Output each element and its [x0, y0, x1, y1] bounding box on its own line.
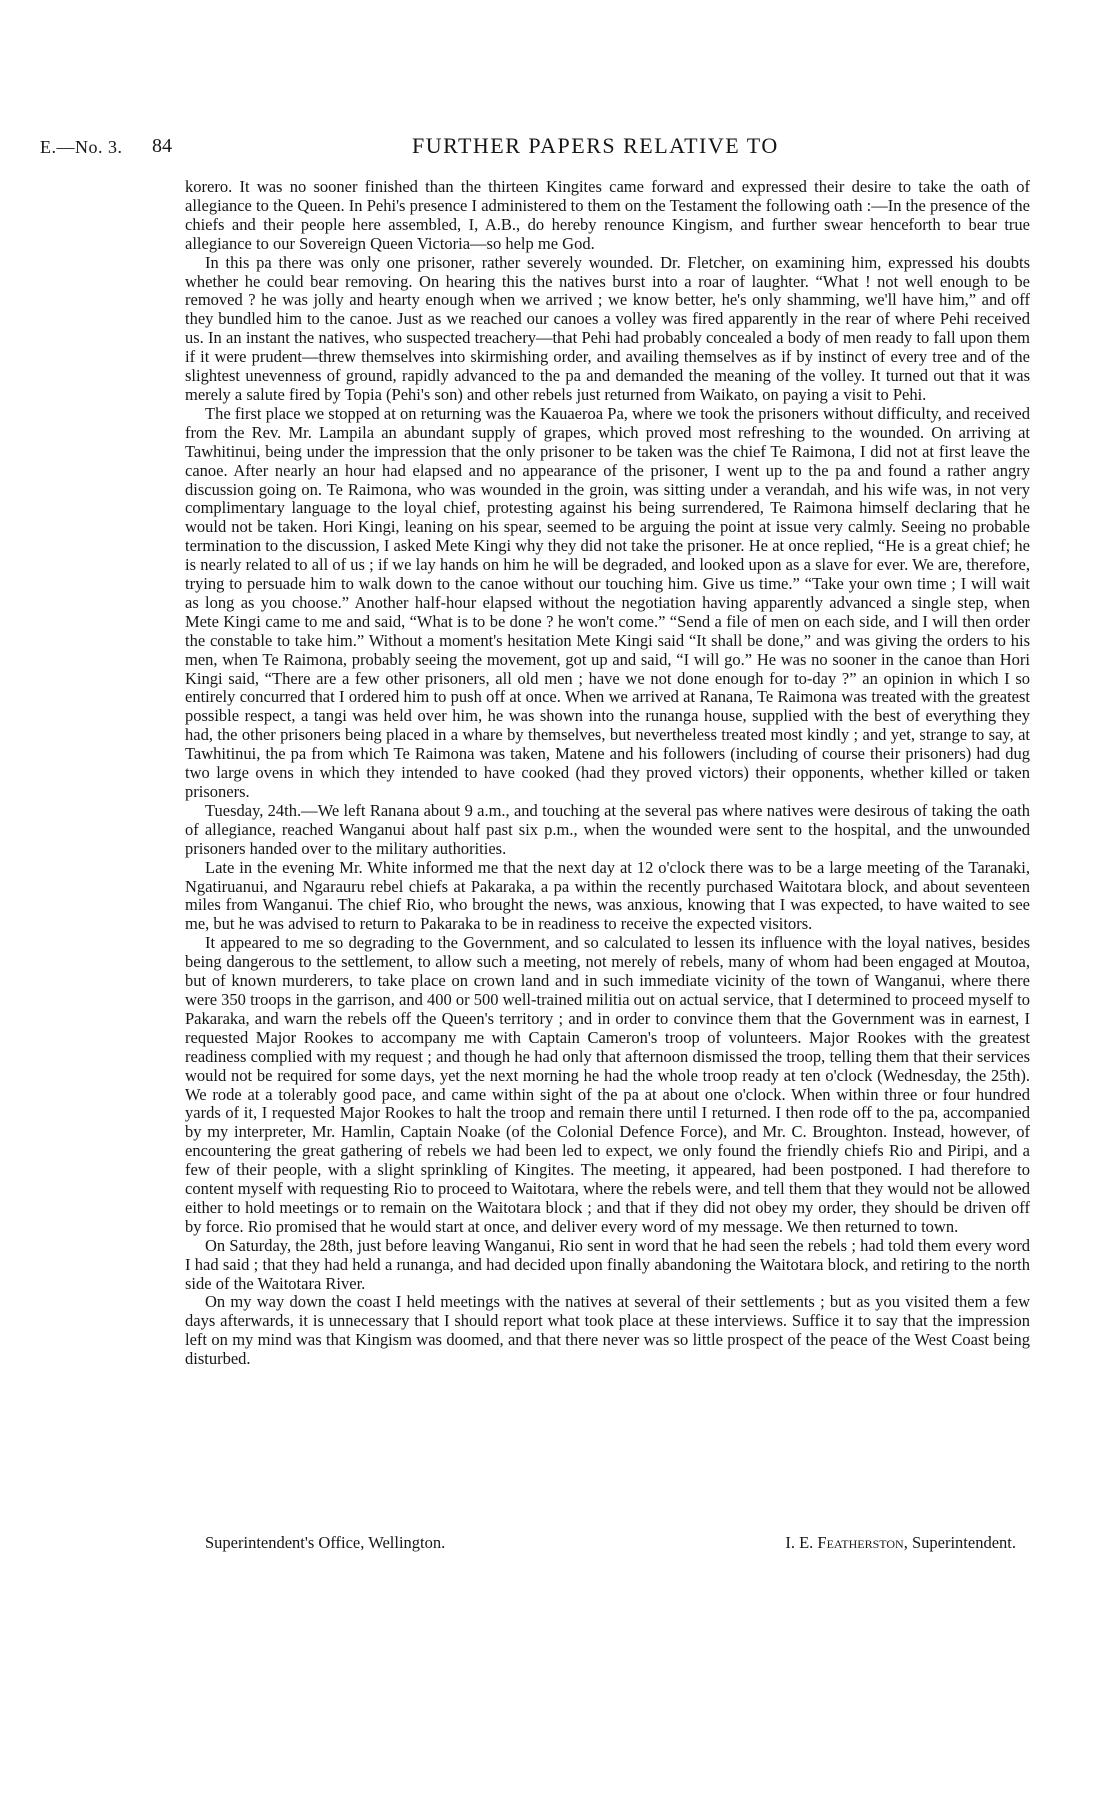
signature-initials: I. E. — [785, 1533, 814, 1552]
signature-office: Superintendent's Office, Wellington. — [205, 1533, 446, 1552]
signature-name — [785, 1533, 1016, 1553]
page-number: 84 — [152, 135, 172, 157]
paragraph: korero. It was no sooner finished than the thirteen Kingites came forward and expressed their desire to take the oath of allegiance to the Queen. In Pehi's presence I administered to them on the Testament the following oath :—In the presence of the chiefs and their people here assembled, I, A.B., do hereby renounce Kingism, and further swear henceforth to bear true allegiance to our Sovereign Queen Victoria—so help me God. — [185, 177, 1030, 253]
running-title: FURTHER PAPERS RELATIVE TO — [412, 133, 779, 158]
paragraph: On my way down the coast I held meetings with the natives at several of their settlements ; but as you visited them a few days afterwards, it is unnecessary that I should report what took place at these interviews. Suffice it to say that the impression left on my mind was that Kingism was doomed, and that there never was so little prospect of the peace of the West Coast being disturbed. — [185, 1292, 1030, 1369]
paragraph: It appeared to me so degrading to the Government, and so calculated to lessen its influence with the loyal natives, besides being dangerous to the settlement, to allow such a meeting, not merely of rebels, many of whom had been engaged at Moutoa, but of known murderers, to take place on crown land and in such immediate vicinity of the town of Wanganui, where there were 350 troops in the garrison, and 400 or 500 well-trained militia out on actual service, that I determined to proceed myself to Pakaraka, and warn the rebels off the Queen's territory ; and in order to convince them that the Government was in earnest, I requested Major Rookes to accompany me with Captain Cameron's troop of volunteers. Major Rookes with the greatest readiness complied with my request ; and though he had only that afternoon dismissed the troop, telling them that their services would not be required for some days, yet the next morning he had the whole troop ready at ten o'clock (Wednesday, the 25th). We rode at a tolerably good pace, and came within sight of the pa at about one o'clock. When within three or four hundred yards of it, I requested Major Rookes to halt the troop and remain there until I returned. I then rode off to the pa, accompanied by my interpreter, Mr. Hamlin, Captain Noake (of the Colonial Defence Force), and Mr. C. Broughton. Instead, however, of encountering the great gathering of rebels we had been led to expect, we only found the friendly chiefs Rio and Piripi, and a few of their people, with a slight sprinkling of Kingites. The meeting, it appeared, had been postponed. I had therefore to content myself with requesting Rio to proceed to Waitotara, where the rebels were, and tell them that they would not be allowed either to hold meetings or to remain on the Waitotara block ; and that if they did not obey my order, they should be driven off by force. Rio promised that he would start at once, and deliver every word of my message. We then returned to town. — [185, 933, 1030, 1236]
paragraph: The first place we stopped at on returning was the Kauaeroa Pa, where we took the prisoners without difficulty, and received from the Rev. Mr. Lampila an abundant supply of grapes, which proved most refreshing to the wounded. On arriving at Tawhitinui, being under the impression that the only prisoner to be taken was the chief Te Raimona, I did not at first leave the canoe. After nearly an hour had elapsed and no appearance of the prisoner, I went up to the pa and found a rather angry discussion going on. Te Raimona, who was wounded in the groin, was sitting under a verandah, and his wife was, in not very complimentary language to the loyal chief, protesting against his being surrendered, Te Raimona himself declaring that he would not be taken. Hori Kingi, leaning on his spear, seemed to be arguing the point at issue very calmly. Seeing no probable termination to the discussion, I asked Mete Kingi why they did not take the prisoner. He at once replied, “He is a great chief; he is nearly related to all of us ; if we lay hands on him he will be degraded, and looked upon as a slave for ever. We are, therefore, trying to persuade him to walk down to the canoe without our touching him. Give us time.” “Take your own time ; I will wait as long as you choose.” Another half-hour elapsed without the negotiation having apparently advanced a single step, when Mete Kingi came to me and said, “What is to be done ? he won't come.” “Send a file of men on each side, and I will then order the constable to take him.” Without a moment's hesitation Mete Kingi said “It shall be done,” and was giving the orders to his men, when Te Raimona, probably seeing the movement, got up and said, “I will go.” He was no sooner in the canoe than Hori Kingi said, “There are a few other prisoners, all old men ; have we not done enough for to-day ?” an opinion in which I so entirely concurred that I ordered him to push off at once. When we arrived at Ranana, Te Raimona was treated with the greatest possible respect, a tangi was held over him, he was shown into the runanga house, supplied with the best of everything they had, the other prisoners being placed in a whare by themselves, but nevertheless treated most kindly ; and yet, strange to say, at Tawhitinui, the pa from which Te Raimona was taken, Matene and his followers (including of course their prisoners) had dug two large ovens in which they intended to have cooked (had they proved victors) their opponents, whether killed or taken prisoners. — [185, 403, 1030, 801]
page-header — [40, 133, 1090, 165]
paragraph: Late in the evening Mr. White informed me that the next day at 12 o'clock there was to be a large meeting of the Taranaki, Ngatiruanui, and Ngarauru rebel chiefs at Pakaraka, a pa within the recently purchased Waitotara block, and about seventeen miles from Wanganui. The chief Rio, who brought the news, was anxious, knowing that I was expected, to have waited to see me, but he was advised to return to Pakaraka to be in readiness to receive the expected visitors. — [185, 857, 1030, 934]
signature-surname: Featherston, — [817, 1533, 908, 1552]
paragraph: On Saturday, the 28th, just before leaving Wanganui, Rio sent in word that he had seen the rebels ; had told them every word I had said ; that they had held a runanga, and had decided upon finally abandoning the Waitotara block, and retiring to the north side of the Waitotara River. — [185, 1235, 1030, 1293]
body-text — [185, 178, 1030, 1369]
paragraph: Tuesday, 24th.—We left Ranana about 9 a.m., and touching at the several pas where natives were desirous of taking the oath of allegiance, reached Wanganui about half past six p.m., when the wounded were sent to the hospital, and the unwounded prisoners handed over to the military authorities. — [185, 800, 1030, 858]
paragraph: In this pa there was only one prisoner, rather severely wounded. Dr. Fletcher, on examining him, expressed his doubts whether he could bear removing. On hearing this the natives burst into a roar of laughter. “What ! not well enough to be removed ? he was jolly and hearty enough when we arrived ; we know better, he's only shamming, we'll have him,” and off they bundled him to the canoe. Just as we reached our canoes a volley was fired apparently in the rear of where Pehi received us. In an instant the natives, who suspected treachery—that Pehi had probably concealed a body of men ready to fall upon them if it were prudent—threw themselves into skirmishing order, and availing themselves as if by instinct of every tree and of the slightest unevenness of ground, rapidly advanced to the pa and demanded the meaning of the volley. It turned out that it was merely a salute fired by Topia (Pehi's son) and other rebels just returned from Waikato, on paying a visit to Pehi. — [185, 252, 1030, 404]
document-reference: E.—No. 3. — [40, 137, 123, 157]
signature-title: Superintendent. — [911, 1533, 1016, 1552]
signature-block — [185, 1533, 1030, 1555]
